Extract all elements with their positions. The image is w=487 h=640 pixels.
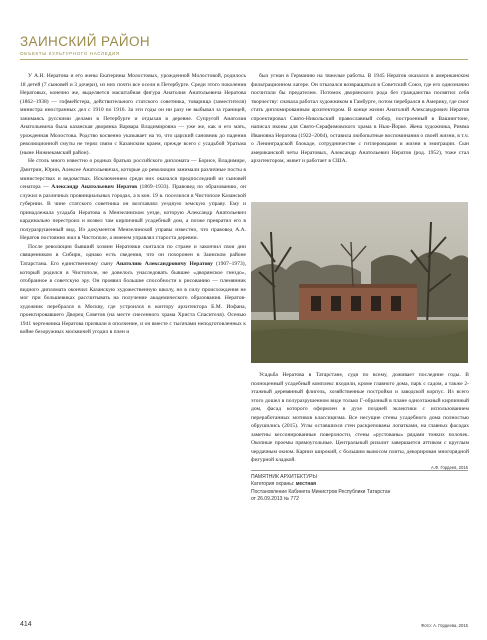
legend-decree-date: от 26.09.2013 № 772 (251, 495, 299, 502)
paragraph: У А.Н. Нератова и его жены Екатерины Молостовых, урожденной Молостовой, родилось 18 детей (7 сыновей и 3 дочери), из них почти все осели в Петербурге. Среди этого поколения Нератовых, конечно же, выделяется масштабная фигура Анатолия Анатольевича Нератова (1862–1938) — гофмейстера, действительного статского советника, товарища (заместителя) министра иностранных дел с 1910 по 1916. За эти годы он ни разу не выбывал за границей, занимаясь русскими делами в Петербурге и отдыхая в деревне. Супругой Анатолия Анатольевича была казанская дворянка Варвара Владимировна — уже же, как и его мать, урожденная Молостова. Родство косвенно указывает на то, что царский сановник до падения революционной смуты не терял связи с Казанским краем, прежде всего с усадьбой Уратьма (ныне Нижнекамский район). (20, 73, 246, 156)
legend-heading: ПАМЯТНИК АРХИТЕКТУРЫ (251, 474, 317, 480)
right-text-column-lower (251, 371, 469, 465)
paragraph: был угнан в Германию на тяжелые работы. В 1945 Нератов оказался в американском фильтрационном лагере. Он отказался возвращаться в Советский Союз, где его однозначно посчитали бы предателем. Потомок дворянского рода без гражданства посвятил себя творчеству: сначала работал художником в Гамбурге, потом перебрался в Америку, где смог стать дипломированным архитектором. В конце жизни Анатолий Александрович Нератов спроектировал Свято-Никольский православный собор, построенный в Вашингтоне, написал иконы для Свято-Серафимовского храма в Нью-Йорке. Жена художника, Римма Ивановна Нератова (1922–2004), оставила любопытные воспоминания о своей жизни, в т.ч. о Ленинградской блокаде, сотрудничестве с гитлеровцами и жизни в эмиграции. Сын американской четы Нератовых, Александр Анатольевич Нератов (род. 1952), тоже стал архитектором, живет и работает в США. (251, 73, 469, 165)
section-subtitle: ОБЪЕКТЫ КУЛЬТУРНОГО НАСЛЕДИЯ (20, 51, 120, 56)
author-signature: А.Ф. Гордеев, 2015 (431, 465, 468, 470)
text-run: (1907–1973), который родился в Чистополе, не довелось унаследовать бывшее «дворянское гнездо», отобранное в советскую эру. Он проявил большие способности к рисованию — племянник видного дипломата окончил Казанскую художественную школу, но в силу происхождения не мог при большевиках рассчитывать на получение академического образования. Нератов-художник перебрался в Москву, где устроился в контору архитектора Б.М. Иофана, проектировавшего Дворец Советов (на месте снесенного храма Христа Спасителя). Осенью 1941 чертежника Нератова призвали в ополчение, и он вместе с тысячами неподготовленных к войне безоружных москвичей угодил в плен и (20, 261, 246, 336)
paragraph (20, 243, 246, 337)
text-run: Не столь много известно о родных братьях российского дипломата — Борисе, Владимире, Дмитрии, Юрии, Алексее Анатольевичах, которые до революции занимали различные посты в министерствах и ведомствах. Исключением среди них оказался предпоследний из сыновей сенатора — (20, 158, 246, 191)
photo-credit: Фото: А. Гордеева, 2015 (421, 623, 468, 628)
legend-category (251, 481, 468, 488)
paragraph: Усадьба Нератова в Татарстане, судя по всему, доживает последние годы. В полноценный усадебный комплекс входили, кроме главного дома, парк с садом, а также 2-этажный деревянный флигель, хозяйственные постройки и заводской корпус. Из всего этого дошел в полуразрушенном виде только Г-образный в плане одноэтажный кирпичный дом, фасад которого оформлен в духе поздней эклектики с использованием переработанных мотивов классицизма. Все несущие стены усадебного дома полностью обрушились (2015). Углы оставшихся стен раскрепованы лопатками, на главных фасадах заметны кессонированные поверхности, стены «рустованы» рядами тонких полочек. Окопные проемы прямоугольные. Центральный ризалит завершается аттиком с круглым чердачным окном. Карниз широкий, с большим выносом плиты, декорирован многорядной фигурной кладкой. (251, 372, 469, 464)
left-text-column (20, 72, 246, 337)
text-run: После революции бывший хозяин Нератовки скитался по стране и закончил свои дни священником в Сибири, однако есть сведения, что он похоронен в Заинском районе Татарстана. Его единственному сыну (20, 243, 246, 268)
right-text-column (251, 72, 469, 166)
person-name-bold: Анатолию Александровичу Нератову (115, 261, 213, 268)
page-number: 414 (20, 621, 32, 628)
paragraph (20, 157, 246, 242)
category-value: местная (295, 481, 317, 488)
estate-ruin-photo (251, 202, 468, 363)
legend-decree: Постановление Кабинета Министров Республики Татарстан (251, 488, 391, 495)
photo-illustration (251, 202, 468, 363)
person-name-bold: Александр Анатольевич Нератов (51, 184, 138, 191)
text-run: (1869–1933). Правовед по образованию, он служил в различных провинциальных городах, а в кон. 19 в. поселился в Чистополе Казанской губернии. В чине статского советника он возглавлял уездную земскую управу. Ему и принадлежала усадьба Нератова в Мензелинском уезде, которую Александр Анатольевич кардинально перестроил и возвел там кирпичный усадебный дом, а позже превратил его в полуразрушенный вид. Из документов Мензелинской управы известно, что правовед А.А. Нератов постоянно жил в Чистополе, а именем управлял староста деревни. (20, 184, 246, 242)
legend-divider (251, 470, 468, 471)
category-label: Категория охраны: (251, 481, 296, 488)
monument-legend (251, 474, 468, 503)
header-divider (20, 59, 468, 60)
section-title: ЗАИНСКИЙ РАЙОН (20, 34, 151, 49)
